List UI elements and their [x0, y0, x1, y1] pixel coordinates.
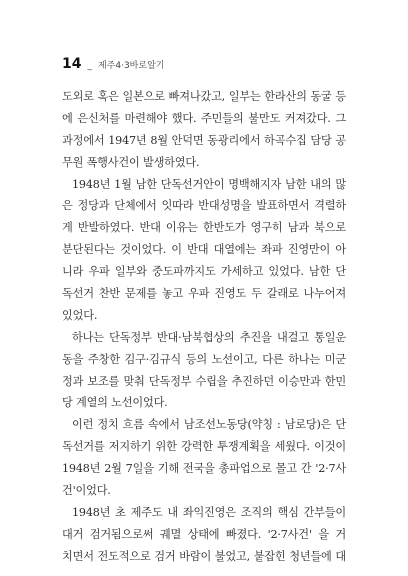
text-line: 1948년 2월 7일을 기해 전국을 총파업으로 몰고 간 '2·7사 — [62, 462, 346, 476]
text-line: 건'이었다. — [62, 484, 111, 498]
text-line: 있었다. — [62, 308, 98, 322]
text-line: 동을 주창한 김구·김규식 등의 노선이고, 다른 하나는 미군 — [62, 352, 346, 366]
text-line: 독선거를 저지하기 위한 강력한 투쟁계획을 세웠다. 이것이 — [62, 440, 346, 454]
separator: _ — [87, 61, 92, 71]
text-line: 게 반발하였다. 반대 이유는 한반도가 영구히 남과 북으로 — [62, 221, 346, 235]
text-line: 정과 보조를 맞춰 단독정부 수립을 추진하던 이승만과 한민 — [62, 374, 346, 388]
text-line: 도외로 혹은 일본으로 빠져나갔고, 일부는 한라산의 동굴 등 — [62, 90, 346, 103]
text-line: 니라 우파 일부와 중도파까지도 가세하고 있었다. 남한 단 — [62, 265, 346, 279]
text-line: 이런 정치 흐름 속에서 남조선노동당(약칭 : 남로당)은 단 — [72, 418, 346, 432]
text-line: 분단된다는 것이었다. 이 반대 대열에는 좌파 진영만이 아 — [62, 243, 346, 257]
text-line: 무원 폭행사건이 발생하였다. — [62, 155, 200, 169]
page-number: 14 — [62, 56, 82, 72]
text-line: 대거 검거됨으로써 궤멸 상태에 빠졌다. '2·7사건' 을 거 — [62, 527, 346, 541]
text-line: 치면서 전도적으로 검거 바람이 불었고, 붙잡힌 청년들에 대 — [62, 549, 346, 563]
text-line: 당 계열의 노선이었다. — [62, 396, 168, 410]
running-title: 제주4·3바로알기 — [97, 61, 165, 71]
text-line: 독선거 찬반 문제를 놓고 우파 진영도 두 갈래로 나누어져 — [62, 287, 346, 301]
text-line: 1948년 초 제주도 내 좌익진영은 조직의 핵심 간부들이 — [72, 505, 346, 519]
page-header — [62, 56, 164, 72]
text-line: 1948년 1월 남한 단독선거안이 명백해지자 남한 내의 많 — [72, 177, 346, 191]
text-line: 하나는 단독정부 반대·남북협상의 추진을 내걸고 통일운 — [72, 330, 346, 344]
text-line: 은 정당과 단체에서 잇따라 반대성명을 발표하면서 격렬하 — [62, 199, 346, 213]
body-text — [62, 86, 346, 568]
text-line: 에 은신처를 마련해야 했다. 주민들의 불만도 커져갔다. 그 — [62, 111, 346, 125]
text-line: 과정에서 1947년 8월 안덕면 동광리에서 하곡수집 담당 공 — [62, 133, 346, 147]
